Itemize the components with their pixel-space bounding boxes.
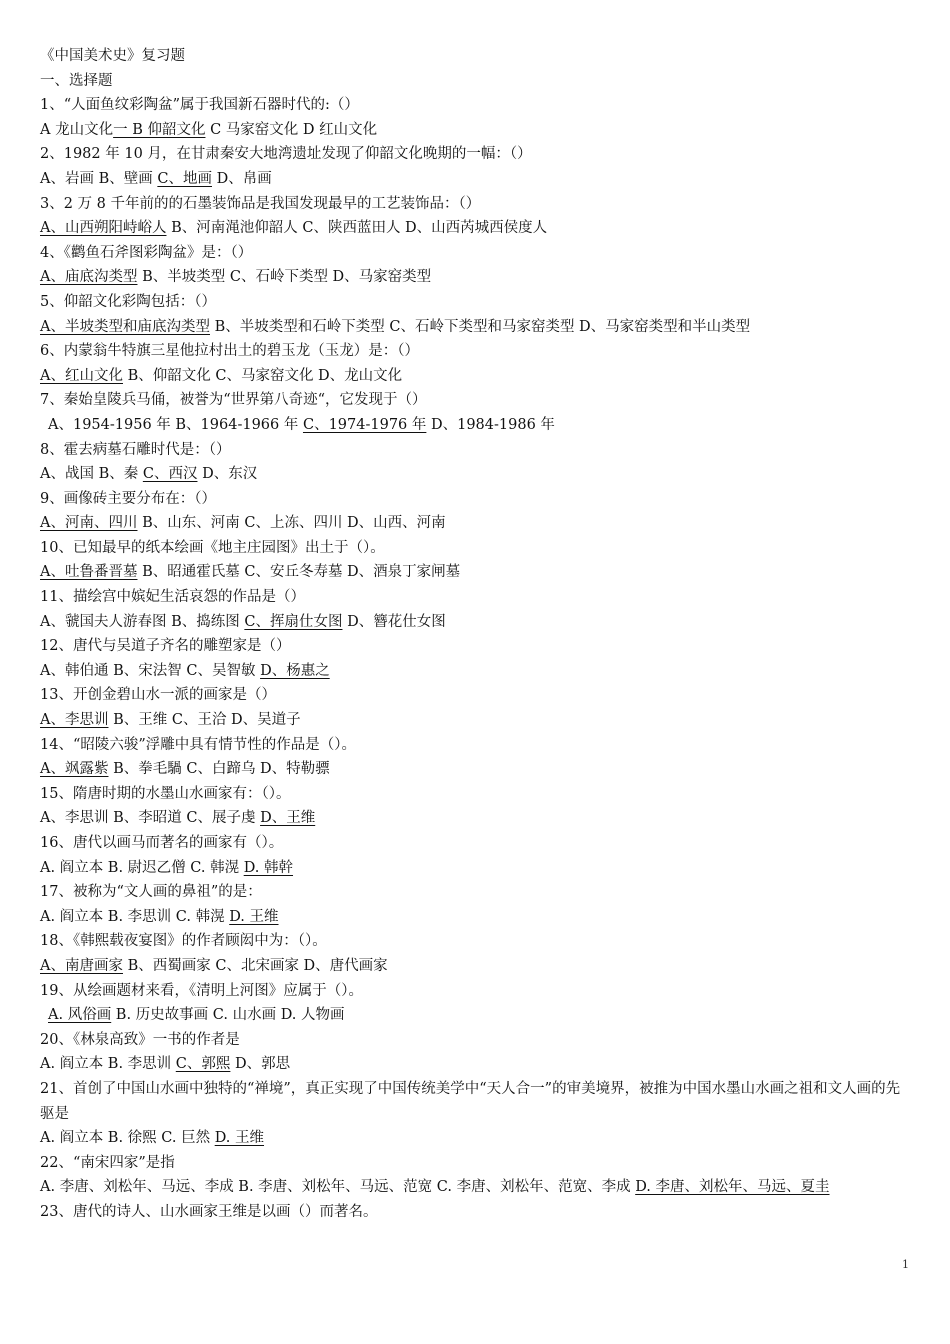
text-line <box>40 831 912 856</box>
text-line <box>40 1003 912 1028</box>
line-text: B、西蜀画家 C、北宋画家 D、唐代画家 <box>122 957 388 974</box>
answer-underlined: D. 王维 <box>214 1130 265 1147</box>
text-line <box>40 265 912 290</box>
text-line <box>40 757 912 782</box>
text-line <box>40 634 912 659</box>
line-text: 13、开创金碧山水一派的画家是（） <box>40 687 276 704</box>
text-line <box>40 708 912 733</box>
answer-underlined: A、庙底沟类型 <box>40 269 138 286</box>
text-line <box>40 192 912 217</box>
answer-underlined: A、飒露紫 <box>40 761 109 778</box>
line-text: 10、已知最早的纸本绘画《地主庄园图》出土于（）。 <box>40 539 385 556</box>
line-text: B、拳毛騧 C、白蹄乌 D、特勒骠 <box>108 761 330 778</box>
text-line <box>40 315 912 340</box>
line-text: 4、《鹳鱼石斧图彩陶盆》是：（） <box>40 244 253 261</box>
text-line <box>40 536 912 561</box>
page-number: 1 <box>902 1258 909 1271</box>
line-text: 20、《林泉高致》一书的作者是 <box>40 1031 240 1048</box>
text-line <box>40 856 912 881</box>
text-line <box>40 413 912 438</box>
line-text: A、岩画 B、壁画 <box>40 170 158 187</box>
text-line <box>40 118 912 143</box>
line-text: D、帛画 <box>211 170 272 187</box>
question-list <box>40 93 912 1224</box>
line-text: 7、秦始皇陵兵马俑，被誉为“世界第八奇迹“，它发现于（） <box>40 392 427 409</box>
line-text: 12、唐代与吴道子齐名的雕塑家是（） <box>40 638 291 655</box>
text-line <box>40 462 912 487</box>
answer-underlined: A、红山文化 <box>40 367 123 384</box>
line-text: 23、唐代的诗人、山水画家王维是以画（）而著名。 <box>40 1203 378 1220</box>
text-line <box>40 388 912 413</box>
text-line <box>40 487 912 512</box>
line-text: A. 李唐、刘松年、马远、李成 B. 李唐、刘松年、马远、范宽 C. 李唐、刘松年、范宽、李成 <box>40 1179 636 1196</box>
text-line <box>40 683 912 708</box>
answer-underlined: A、半坡类型和庙底沟类型 <box>40 318 210 335</box>
line-text: 11、描绘宫中嫔妃生活哀怨的作品是（） <box>40 589 305 606</box>
text-line <box>40 782 912 807</box>
line-text: 21、首创了中国山水画中独特的“禅境”，真正实现了中国传统美学中“天人合一”的审美境界，被推为中国水墨山水画之祖和文人画的先驱是 <box>40 1080 901 1122</box>
answer-underlined: A、山西朔阳峙峪人 <box>40 220 167 237</box>
line-text: B、河南渑池仰韶人 C、陕西蓝田人 D、山西芮城西侯度人 <box>166 220 548 237</box>
text-line <box>40 364 912 389</box>
line-text: D、东汉 <box>197 466 258 483</box>
answer-underlined: D. 李唐、刘松年、马远、夏圭 <box>635 1179 830 1196</box>
text-line <box>40 806 912 831</box>
text-line <box>40 1151 912 1176</box>
text-line <box>40 1175 912 1200</box>
line-text: 18、《韩熙载夜宴图》的作者顾闳中为：（）。 <box>40 933 327 950</box>
line-text: D、郭思 <box>230 1056 291 1073</box>
line-text: A、1954-1956 年 B、1964-1966 年 <box>48 416 303 433</box>
text-line <box>40 659 912 684</box>
line-text: 17、被称为“文人画的鼻祖”的是： <box>40 884 262 901</box>
line-text: A、韩伯通 B、宋法智 C、吴智敏 <box>40 662 261 679</box>
text-line <box>40 290 912 315</box>
text-line <box>40 438 912 463</box>
line-text: 19、从绘画题材来看，《清明上河图》应属于（）。 <box>40 982 363 999</box>
line-text: B、仰韶文化 C、马家窑文化 D、龙山文化 <box>122 367 403 384</box>
line-text: A. 阎立本 B. 徐熙 C. 巨然 <box>40 1130 215 1147</box>
line-text: 9、画像砖主要分布在：（） <box>40 490 216 507</box>
line-text: 6、内蒙翁牛特旗三星他拉村出土的碧玉龙（玉龙）是：（） <box>40 343 419 360</box>
line-text: B. 历史故事画 C. 山水画 D. 人物画 <box>111 1007 345 1024</box>
answer-underlined: A、河南、四川 <box>40 515 138 532</box>
line-text: B、半坡类型 C、石岭下类型 D、马家窑类型 <box>137 269 432 286</box>
line-text: 22、“南宋四家”是指 <box>40 1154 175 1171</box>
text-line <box>40 1200 912 1225</box>
line-text: D、簪花仕女图 <box>342 613 446 630</box>
line-text: 5、仰韶文化彩陶包括：（） <box>40 293 216 310</box>
line-text: C 马家窑文化 D 红山文化 <box>205 121 378 138</box>
answer-underlined: D. 韩幹 <box>243 859 294 876</box>
text-line <box>40 880 912 905</box>
text-line <box>40 93 912 118</box>
line-text: A 龙山文化 <box>40 121 114 138</box>
line-text: 8、霍去病墓石雕时代是：（） <box>40 441 231 458</box>
line-text: 2、1982 年 10 月，在甘肃秦安大地湾遗址发现了仰韶文化晚期的一幅：（） <box>40 146 532 163</box>
text-line <box>40 167 912 192</box>
line-text: B、昭通霍氏墓 C、安丘冬寿墓 D、酒泉丁家闸墓 <box>137 564 461 581</box>
answer-underlined: C、挥扇仕女图 <box>244 613 343 630</box>
line-text: 1、“人面鱼纹彩陶盆”属于我国新石器时代的:（） <box>40 97 359 114</box>
line-text: A. 阎立本 B. 尉迟乙僧 C. 韩滉 <box>40 859 244 876</box>
line-text: 15、隋唐时期的水墨山水画家有：（）。 <box>40 785 291 802</box>
text-line <box>40 610 912 635</box>
answer-underlined: D、杨惠之 <box>260 662 330 679</box>
answer-underlined: C、1974-1976 年 <box>302 416 427 433</box>
text-line <box>40 905 912 930</box>
text-line <box>40 339 912 364</box>
text-line <box>40 216 912 241</box>
line-text: A、虢国夫人游春图 B、捣练图 <box>40 613 245 630</box>
text-line <box>40 1077 912 1126</box>
text-line <box>40 1028 912 1053</box>
answer-underlined: 一 B 仰韶文化 <box>113 121 206 138</box>
text-line <box>40 511 912 536</box>
document-page <box>40 44 912 1225</box>
text-line <box>40 1052 912 1077</box>
text-line <box>40 1126 912 1151</box>
line-text: 14、“昭陵六骏”浮雕中具有情节性的作品是（）。 <box>40 736 357 753</box>
text-line <box>40 979 912 1004</box>
line-text: B、半坡类型和石岭下类型 C、石岭下类型和马家窑类型 D、马家窑类型和半山类型 <box>209 318 751 335</box>
answer-underlined: C、郭熙 <box>175 1056 231 1073</box>
text-line <box>40 929 912 954</box>
answer-underlined: D、王维 <box>260 810 316 827</box>
answer-underlined: A、李思训 <box>40 712 109 729</box>
line-text: A、李思训 B、李昭道 C、展子虔 <box>40 810 261 827</box>
answer-underlined: A、南唐画家 <box>40 957 123 974</box>
line-text: B、山东、河南 C、上冻、四川 D、山西、河南 <box>137 515 446 532</box>
document-title: 《中国美术史》复习题 <box>40 48 185 64</box>
line-text: 3、2 万 8 千年前的的石墨装饰品是我国发现最早的工艺装饰品：（） <box>40 195 481 212</box>
text-line <box>40 560 912 585</box>
text-line <box>40 241 912 266</box>
line-text: D、1984-1986 年 <box>426 416 555 433</box>
answer-underlined: C、地画 <box>157 170 212 187</box>
answer-underlined: C、西汉 <box>142 466 198 483</box>
answer-underlined: A、吐鲁番晋墓 <box>40 564 138 581</box>
line-text: B、王维 C、王洽 D、吴道子 <box>108 712 301 729</box>
text-line <box>40 585 912 610</box>
line-text: A. 阎立本 B. 李思训 <box>40 1056 176 1073</box>
text-line <box>40 954 912 979</box>
line-text: A. 阎立本 B. 李思训 C. 韩滉 <box>40 908 230 925</box>
answer-underlined: D. 王维 <box>229 908 279 925</box>
text-line <box>40 142 912 167</box>
answer-underlined: A. 风俗画 <box>48 1007 112 1024</box>
line-text: A、战国 B、秦 <box>40 466 143 483</box>
text-line <box>40 733 912 758</box>
section-heading: 一、选择题 <box>40 72 113 89</box>
line-text: 16、唐代以画马而著名的画家有（）。 <box>40 835 284 851</box>
